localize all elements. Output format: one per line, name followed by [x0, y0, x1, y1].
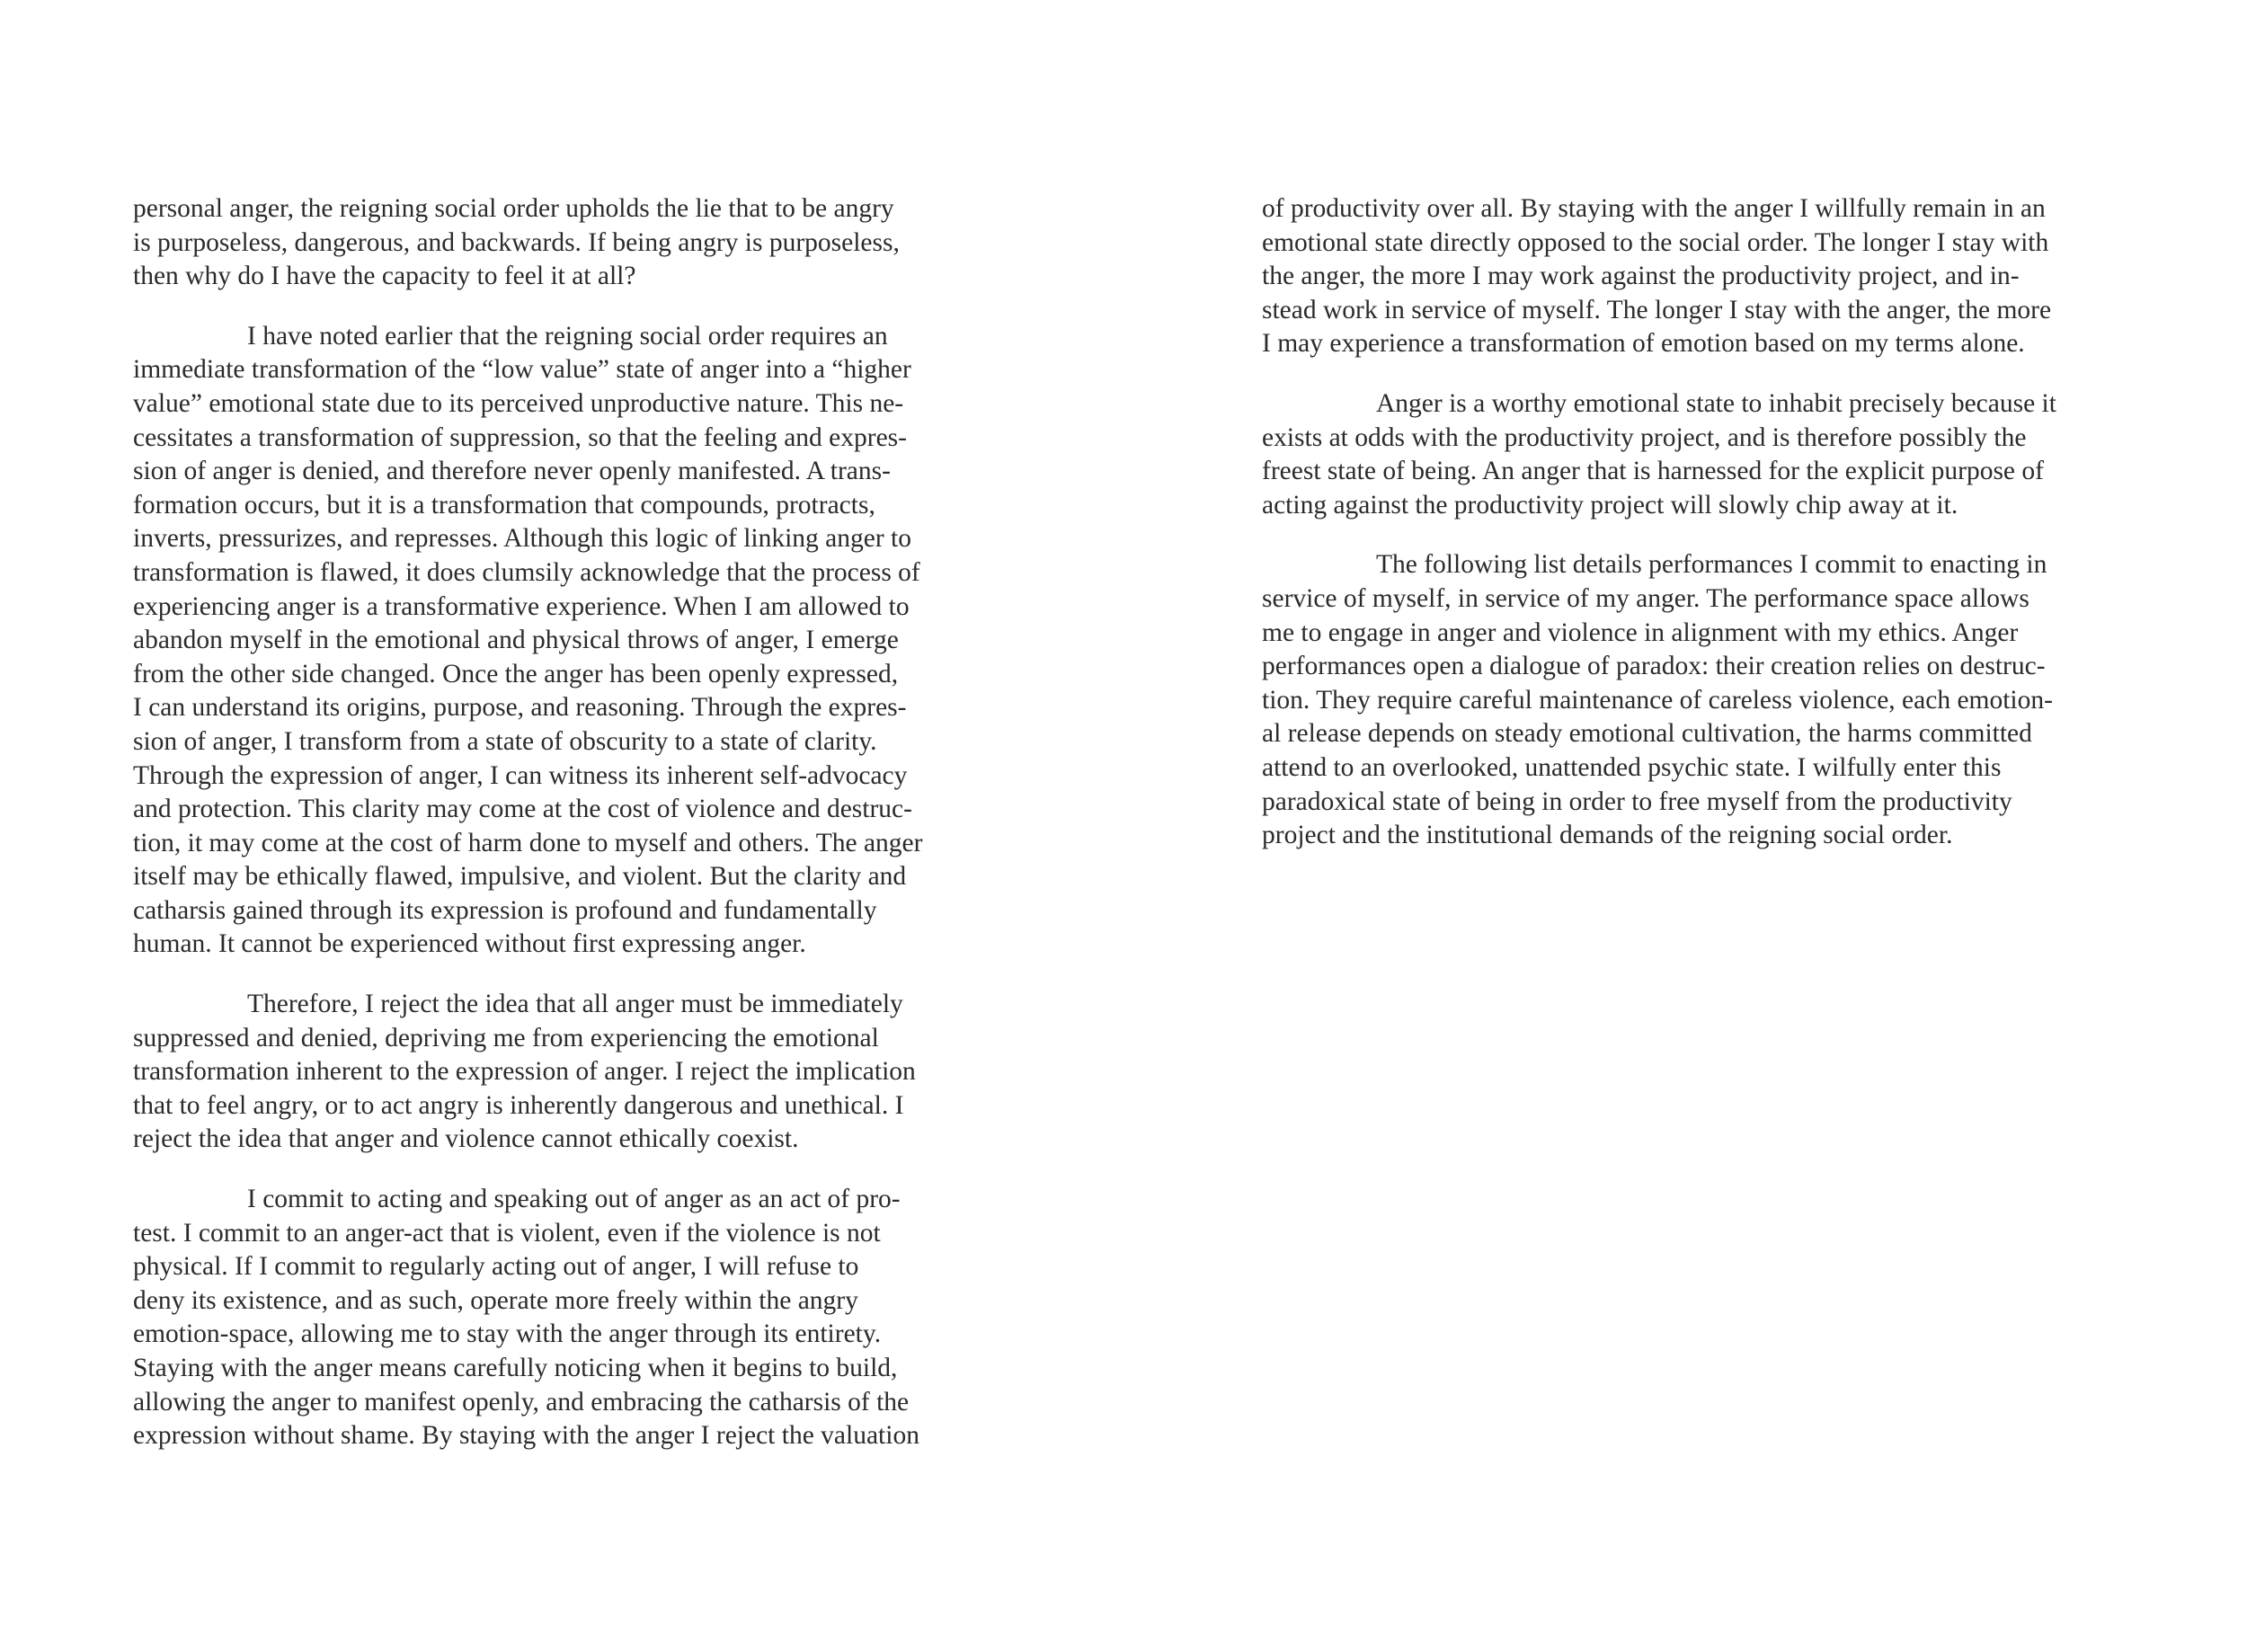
- text-line: immediate transformation of the “low value” state of anger into a “higher: [133, 355, 911, 385]
- text-line: human. It cannot be experienced without first expressing anger.: [133, 929, 806, 959]
- text-line: exists at odds with the productivity project, and is therefore possibly the: [1262, 422, 2027, 452]
- text-line: that to feel angry, or to act angry is inherently dangerous and unethical. I: [133, 1090, 904, 1120]
- text-line: from the other side changed. Once the anger has been openly expressed,: [133, 659, 899, 688]
- text-line: stead work in service of myself. The longer I stay with the anger, the more: [1262, 295, 2052, 324]
- text-line: the anger, the more I may work against the productivity project, and in-: [1262, 262, 2020, 291]
- text-line: value” emotional state due to its perceived unproductive nature. This ne-: [133, 388, 904, 418]
- text-line: of productivity over all. By staying with the anger I willfully remain in an: [1262, 194, 2046, 223]
- text-line: allowing the anger to manifest openly, and embracing the catharsis of the: [133, 1387, 910, 1417]
- text-line: personal anger, the reigning social order upholds the lie that to be angry: [133, 194, 894, 223]
- text-line: project and the institutional demands of the reigning social order.: [1262, 821, 1953, 850]
- text-line: is purposeless, dangerous, and backwards. If being angry is purposeless,: [133, 227, 900, 257]
- text-line: I can understand its origins, purpose, and reasoning. Through the expres-: [133, 693, 907, 723]
- text-line: paradoxical state of being in order to free myself from the productivity: [1262, 786, 2012, 816]
- right-page: [1262, 192, 2143, 853]
- text-line: I commit to acting and speaking out of anger as an act of pro-: [247, 1185, 901, 1214]
- text-line: then why do I have the capacity to feel it at all?: [133, 262, 636, 291]
- text-line: acting against the productivity project will slowly chip away at it.: [1262, 490, 1958, 520]
- paragraph: [133, 988, 1014, 1157]
- text-line: tion. They require careful maintenance of careless violence, each emotion-: [1262, 685, 2053, 715]
- text-line: physical. If I commit to regularly acting out of anger, I will refuse to: [133, 1252, 859, 1282]
- text-line: emotion-space, allowing me to stay with the anger through its entirety.: [133, 1319, 882, 1349]
- text-line: catharsis gained through its expression is profound and fundamentally: [133, 895, 877, 925]
- text-line: freest state of being. An anger that is harnessed for the explicit purpose of: [1262, 457, 2044, 486]
- text-line: Therefore, I reject the idea that all anger must be immediately: [247, 990, 903, 1019]
- text-line: test. I commit to an anger-act that is violent, even if the violence is not: [133, 1218, 881, 1248]
- text-line: The following list details performances I commit to enacting in: [1376, 550, 2047, 580]
- text-line: expression without shame. By staying with the anger I reject the valuation: [133, 1421, 919, 1451]
- text-line: transformation inherent to the expression of anger. I reject the implication: [133, 1057, 916, 1087]
- text-line: me to engage in anger and violence in alignment with my ethics. Anger: [1262, 617, 2019, 647]
- text-line: Anger is a worthy emotional state to inhabit precisely because it: [1376, 388, 2056, 418]
- text-line: deny its existence, and as such, operate more freely within the angry: [133, 1285, 858, 1315]
- text-line: itself may be ethically flawed, impulsive, and violent. But the clarity and: [133, 862, 907, 892]
- text-line: and protection. This clarity may come at the cost of violence and destruc-: [133, 795, 912, 824]
- text-line: Staying with the anger means carefully noticing when it begins to build,: [133, 1354, 898, 1382]
- text-line: formation occurs, but it is a transformation that compounds, protracts,: [133, 490, 875, 520]
- text-line: transformation is flawed, it does clumsily acknowledge that the process of: [133, 557, 920, 587]
- text-line: suppressed and denied, depriving me from experiencing the emotional: [133, 1023, 879, 1052]
- text-line: emotional state directly opposed to the social order. The longer I stay with: [1262, 227, 2049, 257]
- text-line: service of myself, in service of my anger. The performance space allows: [1262, 583, 2029, 613]
- paragraph: [1262, 548, 2143, 852]
- text-line: I have noted earlier that the reigning social order requires an: [247, 321, 888, 351]
- text-line: tion, it may come at the cost of harm done to myself and others. The anger: [133, 828, 923, 857]
- text-line: sion of anger is denied, and therefore never openly manifested. A trans-: [133, 457, 891, 486]
- paragraph: [133, 192, 1014, 294]
- paragraph: [133, 1183, 1014, 1453]
- text-line: I may experience a transformation of emotion based on my terms alone.: [1262, 329, 2025, 359]
- text-line: inverts, pressurizes, and represses. Although this logic of linking anger to: [133, 524, 911, 554]
- paragraph: [1262, 192, 2143, 361]
- text-line: abandon myself in the emotional and physical throws of anger, I emerge: [133, 626, 899, 655]
- left-page: [133, 192, 1014, 1453]
- paragraph: [1262, 387, 2143, 522]
- text-line: attend to an overlooked, unattended psychic state. I wilfully enter this: [1262, 752, 2002, 782]
- text-line: experiencing anger is a transformative experience. When I am allowed to: [133, 591, 910, 621]
- text-line: Through the expression of anger, I can witness its inherent self-advocacy: [133, 760, 908, 790]
- text-line: al release depends on steady emotional cultivation, the harms committed: [1262, 719, 2032, 749]
- text-line: sion of anger, I transform from a state of obscurity to a state of clarity.: [133, 726, 877, 756]
- paragraph: [133, 320, 1014, 962]
- text-line: cessitates a transformation of suppression, so that the feeling and expres-: [133, 422, 907, 452]
- text-line: reject the idea that anger and violence cannot ethically coexist.: [133, 1124, 799, 1154]
- text-line: performances open a dialogue of paradox: their creation relies on destruc-: [1262, 652, 2046, 681]
